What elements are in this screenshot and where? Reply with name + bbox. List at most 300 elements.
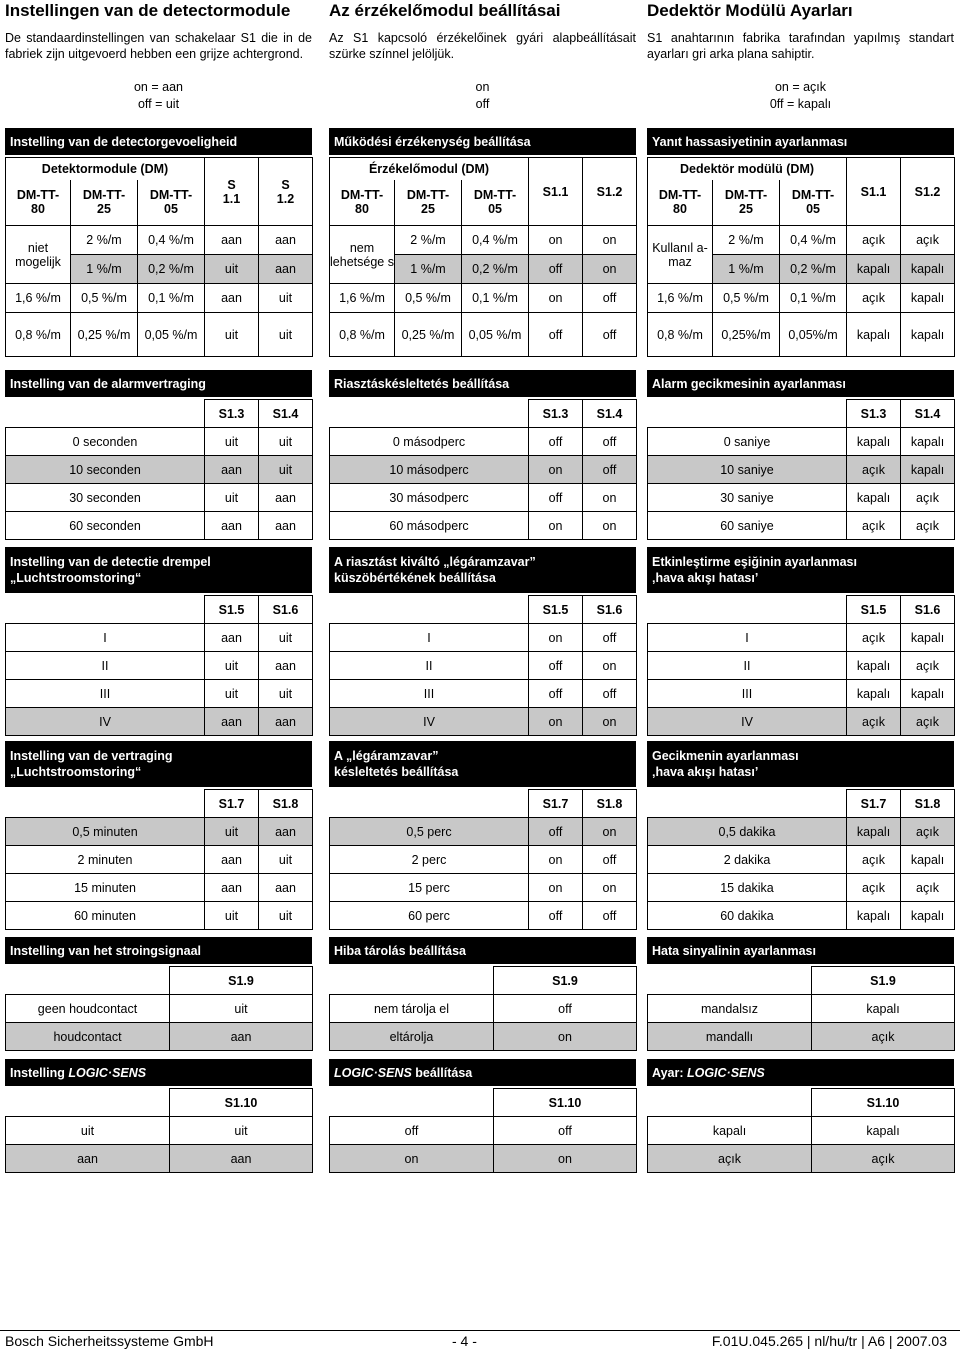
cell: açık xyxy=(718,1151,741,1166)
page-footer xyxy=(0,1330,960,1352)
switch-label: S1.9 xyxy=(228,973,254,988)
cell: 1,6 %/m xyxy=(15,291,61,305)
cell: off xyxy=(602,852,617,867)
cell: on xyxy=(548,462,563,477)
fault-delay-subtitle: „Luchtstroomstoring“ xyxy=(10,765,142,779)
cell: 0,5 perc xyxy=(406,824,452,839)
cell: IV xyxy=(423,714,435,729)
cell: mandallı xyxy=(705,1029,754,1044)
cell: 2 %/m xyxy=(410,233,446,247)
cell: off xyxy=(602,686,617,701)
cell: III xyxy=(423,686,435,701)
cell: 0,05%/m xyxy=(788,327,838,342)
cell: off xyxy=(602,462,617,477)
model-header-1: DM-TT- xyxy=(658,188,702,203)
cell: I xyxy=(745,630,749,645)
cell: kapalı xyxy=(856,434,891,449)
footer-doc-ref: F.01U.045.265 | nl/hu/tr | A6 | 2007.03 xyxy=(711,1333,947,1349)
table-row xyxy=(330,680,637,708)
cell: 60 perc xyxy=(408,908,450,923)
cell: kapalı xyxy=(910,908,945,923)
cell: aan xyxy=(275,233,296,247)
table-row xyxy=(648,456,955,484)
table-row xyxy=(330,652,637,680)
alarm-delay-table xyxy=(647,399,955,540)
sensitivity-table xyxy=(329,157,637,357)
cell: 0,8 %/m xyxy=(15,327,61,342)
cell: aan xyxy=(275,262,296,276)
cell: III xyxy=(741,686,753,701)
cell: on xyxy=(602,880,617,895)
alarm-delay-title: Alarm gecikmesinin ayarlanması xyxy=(652,376,846,391)
cell: on xyxy=(602,658,617,673)
threshold-title: A riasztást kiváltó „légáramzavar” xyxy=(334,555,536,569)
cell: aan xyxy=(230,1151,252,1166)
cell: 0,05 %/m xyxy=(144,327,198,342)
not-possible-cell: nem lehetsége s xyxy=(330,240,394,269)
cell: açık xyxy=(862,714,885,729)
threshold-subtitle: „Luchtstroomstoring“ xyxy=(10,571,142,585)
cell: açık xyxy=(862,852,885,867)
cell: 1 %/m xyxy=(728,262,764,276)
cell: off xyxy=(602,327,617,342)
table-row xyxy=(648,902,955,930)
table-row xyxy=(330,1023,637,1051)
cell: nem tárolja el xyxy=(373,1001,450,1016)
table-row xyxy=(6,818,313,846)
cell: on xyxy=(602,262,617,276)
table-row xyxy=(6,512,313,540)
cell: 30 saniye xyxy=(720,490,774,505)
switch-label: S1.7 xyxy=(218,796,245,811)
model-header-3: DM-TT- xyxy=(149,188,193,203)
cell: 0 saniye xyxy=(723,434,771,449)
intro-text: S1 anahtarının fabrika tarafından yapılmış standart ayarları gri arka plana sahiptir. xyxy=(647,31,954,61)
legend-on: on = aan xyxy=(133,80,183,94)
cell: on xyxy=(602,824,617,839)
table-row xyxy=(648,818,955,846)
fault-delay-section xyxy=(647,741,954,930)
threshold-table xyxy=(5,595,313,736)
table-row xyxy=(330,512,637,540)
switch-s1-1-sub: 1.1 xyxy=(222,191,241,206)
sensitivity-section xyxy=(329,128,636,357)
sensitivity-section xyxy=(5,128,312,357)
cell: kapalı xyxy=(910,262,945,276)
threshold-table xyxy=(647,595,955,736)
switch-s1-1-label: S1.1 xyxy=(542,184,569,199)
cell: off xyxy=(548,327,563,342)
switch-label: S1.9 xyxy=(870,973,896,988)
model-header-3-num: 05 xyxy=(164,202,178,217)
cell: houdcontact xyxy=(53,1029,122,1044)
cell: uit xyxy=(224,327,239,342)
cell: 2 minuten xyxy=(77,852,133,867)
cell: off xyxy=(548,262,563,276)
table-row xyxy=(6,484,313,512)
threshold-section xyxy=(5,547,312,736)
cell: on xyxy=(404,1151,419,1166)
model-header-3-num: 05 xyxy=(488,202,502,217)
switch-label: S1.6 xyxy=(272,602,299,617)
sensitivity-table xyxy=(5,157,313,357)
table-row xyxy=(330,874,637,902)
cell: 0,4 %/m xyxy=(472,233,518,247)
cell: kapalı xyxy=(910,630,945,645)
fault-signal-title: Instelling van het stroingsignaal xyxy=(10,943,202,958)
cell: 0,05 %/m xyxy=(468,327,522,342)
logic-sens-section xyxy=(647,1059,954,1173)
not-possible-cell: Kullanıl a-maz xyxy=(652,240,708,269)
cell: 0 másodperc xyxy=(392,434,466,449)
cell: kapalı xyxy=(856,658,891,673)
cell: 0,8 %/m xyxy=(339,327,385,342)
cell: uit xyxy=(278,908,293,923)
fault-delay-subtitle: ‚hava akışı hatası’ xyxy=(652,765,759,779)
threshold-table xyxy=(329,595,637,736)
threshold-section xyxy=(329,547,636,736)
cell: on xyxy=(602,490,617,505)
threshold-header xyxy=(647,547,954,593)
switch-s1-1-label: S1.1 xyxy=(860,184,887,199)
table-row xyxy=(330,1117,637,1145)
model-header-2-num: 25 xyxy=(739,202,753,217)
cell: on xyxy=(548,518,563,533)
table-row xyxy=(330,846,637,874)
sensitivity-header xyxy=(5,128,312,155)
legend-off: off xyxy=(475,97,490,111)
logic-sens-table xyxy=(5,1088,313,1173)
cell: 60 másodperc xyxy=(389,518,469,533)
cell: 2 %/m xyxy=(728,233,764,247)
table-row xyxy=(330,995,637,1023)
switch-label: S1.9 xyxy=(552,973,578,988)
switch-label: S1.4 xyxy=(596,406,623,421)
cell: 0,2 %/m xyxy=(148,262,194,276)
module-group-label: Érzékelőmodul (DM) xyxy=(368,161,490,176)
threshold-subtitle: küszöbértékének beállítása xyxy=(334,571,496,585)
alarm-delay-section xyxy=(647,370,954,540)
switch-s1-2-label: S1.2 xyxy=(596,184,623,199)
logic-sens-section xyxy=(5,1059,312,1173)
cell: kapalı xyxy=(910,852,945,867)
cell: off xyxy=(548,490,563,505)
model-header-1: DM-TT- xyxy=(340,188,384,203)
model-header-2: DM-TT- xyxy=(406,188,450,203)
cell: on xyxy=(548,233,563,247)
logic-sens-header xyxy=(5,1059,312,1086)
module-group-label: Detektormodule (DM) xyxy=(41,161,169,176)
model-header-3: DM-TT- xyxy=(791,188,835,203)
cell: on xyxy=(602,518,617,533)
logic-sens-title-brand: LOGIC·SENS xyxy=(68,1065,147,1080)
cell: 0,4 %/m xyxy=(148,233,194,247)
cell: 60 dakika xyxy=(720,908,774,923)
model-header-1-num: 80 xyxy=(673,202,687,217)
threshold-section xyxy=(647,547,954,736)
cell: uit xyxy=(224,824,239,839)
cell: uit xyxy=(234,1123,248,1138)
legend xyxy=(329,79,636,113)
switch-label: S1.10 xyxy=(866,1095,900,1110)
fault-delay-table xyxy=(647,789,955,930)
switch-label: S1.10 xyxy=(224,1095,258,1110)
cell: 0,8 %/m xyxy=(657,327,703,342)
cell: kapalı xyxy=(856,824,891,839)
alarm-delay-header xyxy=(5,370,312,397)
cell: açık xyxy=(871,1029,895,1044)
module-group-label: Dedektör modülü (DM) xyxy=(680,161,815,176)
table-row xyxy=(6,1023,313,1051)
cell: kapalı xyxy=(712,1123,747,1138)
table-row xyxy=(648,874,955,902)
sensitivity-title: Yanıt hassasiyetinin ayarlanması xyxy=(652,134,848,149)
fault-delay-section xyxy=(329,741,636,930)
cell: 0,25 %/m xyxy=(401,327,455,342)
legend-on: on xyxy=(475,80,490,94)
alarm-delay-header xyxy=(647,370,954,397)
table-row xyxy=(648,680,955,708)
switch-label: S1.5 xyxy=(860,602,887,617)
table-row xyxy=(6,902,313,930)
cell: off xyxy=(558,1001,572,1016)
cell: IV xyxy=(741,714,753,729)
cell: on xyxy=(548,714,563,729)
threshold-title: Instelling van de detectie drempel xyxy=(10,555,211,569)
cell: 15 perc xyxy=(408,880,450,895)
fault-delay-table xyxy=(329,789,637,930)
cell: 0,25 %/m xyxy=(77,327,131,342)
cell: on xyxy=(548,880,563,895)
cell: uit xyxy=(224,434,239,449)
cell: açık xyxy=(916,658,939,673)
fault-delay-header xyxy=(5,741,312,787)
table-row xyxy=(648,652,955,680)
cell: aan xyxy=(221,462,242,477)
cell: kapalı xyxy=(856,327,891,342)
cell: aan xyxy=(221,233,242,247)
cell: kapalı xyxy=(856,908,891,923)
sensitivity-header xyxy=(647,128,954,155)
logic-sens-header xyxy=(647,1059,954,1086)
fault-signal-title: Hiba tárolás beállítása xyxy=(334,943,467,958)
cell: 0,5 %/m xyxy=(81,291,127,305)
table-row xyxy=(648,428,955,456)
legend xyxy=(5,79,312,113)
switch-label: S1.3 xyxy=(542,406,569,421)
fault-delay-table xyxy=(5,789,313,930)
model-header-2-num: 25 xyxy=(421,202,435,217)
switch-label: S1.3 xyxy=(218,406,245,421)
alarm-delay-title: Riasztáskésleltetés beállítása xyxy=(334,376,510,391)
cell: açık xyxy=(916,233,939,247)
table-row xyxy=(330,484,637,512)
cell: uit xyxy=(234,1001,248,1016)
cell: 0,5 minuten xyxy=(72,824,138,839)
fault-signal-section xyxy=(5,937,312,1051)
cell: 0,25%/m xyxy=(721,327,771,342)
table-row xyxy=(6,624,313,652)
logic-sens-title-post: beállítása xyxy=(411,1065,473,1080)
cell: aan xyxy=(77,1151,98,1166)
cell: geen houdcontact xyxy=(37,1001,138,1016)
table-row xyxy=(6,874,313,902)
table-row xyxy=(6,1145,313,1173)
cell: aan xyxy=(275,824,296,839)
cell: uit xyxy=(224,686,239,701)
cell: uit xyxy=(278,852,293,867)
cell: off xyxy=(602,630,617,645)
cell: 1 %/m xyxy=(410,262,446,276)
cell: off xyxy=(548,686,563,701)
switch-label: S1.4 xyxy=(914,406,941,421)
cell: 60 minuten xyxy=(74,908,136,923)
cell: 10 saniye xyxy=(720,462,774,477)
cell: 10 seconden xyxy=(69,462,141,477)
table-row xyxy=(648,846,955,874)
cell: aan xyxy=(221,852,242,867)
switch-label: S1.5 xyxy=(542,602,569,617)
model-header-3-num: 05 xyxy=(806,202,820,217)
sensitivity-header xyxy=(329,128,636,155)
fault-signal-header xyxy=(647,937,954,964)
model-header-2: DM-TT- xyxy=(724,188,768,203)
switch-s1-2-sub: 1.2 xyxy=(276,191,295,206)
cell: 0,5 %/m xyxy=(723,291,769,305)
switch-label: S1.5 xyxy=(218,602,245,617)
cell: 0 seconden xyxy=(72,434,138,449)
cell: açık xyxy=(916,824,939,839)
table-row xyxy=(648,1145,955,1173)
cell: uit xyxy=(278,327,293,342)
cell: kapalı xyxy=(856,262,891,276)
table-row xyxy=(6,846,313,874)
alarm-delay-table xyxy=(329,399,637,540)
cell: aan xyxy=(275,880,296,895)
cell: off xyxy=(602,434,617,449)
cell: açık xyxy=(862,518,885,533)
cell: uit xyxy=(278,462,293,477)
cell: uit xyxy=(224,262,239,276)
footer-page-number: - 4 - xyxy=(452,1333,477,1349)
switch-label: S1.8 xyxy=(596,796,623,811)
switch-label: S1.7 xyxy=(860,796,887,811)
cell: açık xyxy=(862,233,885,247)
cell: 2 perc xyxy=(411,852,447,867)
fault-delay-section xyxy=(5,741,312,930)
model-header-1-num: 80 xyxy=(31,202,45,217)
cell: kapalı xyxy=(910,434,945,449)
table-row xyxy=(330,1145,637,1173)
not-possible-cell: niet mogelijk xyxy=(15,240,61,269)
cell: aan xyxy=(275,518,296,533)
sensitivity-section xyxy=(647,128,954,357)
legend xyxy=(647,79,954,113)
table-row xyxy=(648,1117,955,1145)
table-row xyxy=(648,708,955,736)
cell: uit xyxy=(224,490,239,505)
logic-sens-section xyxy=(329,1059,636,1173)
switch-label: S1.7 xyxy=(542,796,569,811)
cell: açık xyxy=(862,630,885,645)
cell: 60 saniye xyxy=(720,518,774,533)
footer-company: Bosch Sicherheitssysteme GmbH xyxy=(5,1333,214,1349)
cell: kapalı xyxy=(856,686,891,701)
model-header-2: DM-TT- xyxy=(82,188,126,203)
threshold-header xyxy=(329,547,636,593)
switch-label: S1.6 xyxy=(914,602,941,617)
cell: 0,5 %/m xyxy=(405,291,451,305)
cell: mandalsız xyxy=(701,1001,758,1016)
cell: on xyxy=(548,291,563,305)
cell: off xyxy=(404,1123,419,1138)
cell: off xyxy=(548,658,563,673)
model-header-3: DM-TT- xyxy=(473,188,517,203)
cell: 2 dakika xyxy=(723,852,771,867)
sensitivity-title: Működési érzékenység beállítása xyxy=(334,134,531,149)
threshold-title: Etkinleştirme eşiğinin ayarlanması xyxy=(652,555,857,569)
cell: kapalı xyxy=(910,462,945,477)
threshold-subtitle: ‚hava akışı hatası’ xyxy=(652,571,759,585)
fault-signal-table xyxy=(647,966,955,1051)
cell: IV xyxy=(99,714,111,729)
cell: off xyxy=(548,824,563,839)
cell: açık xyxy=(862,462,885,477)
cell: 0,1 %/m xyxy=(148,291,194,305)
cell: aan xyxy=(221,291,242,305)
cell: kapalı xyxy=(910,327,945,342)
alarm-delay-section xyxy=(329,370,636,540)
page-title: Dedektör Modülü Ayarları xyxy=(647,1,853,20)
legend-off: 0ff = kapalı xyxy=(769,97,832,111)
table-row xyxy=(648,512,955,540)
cell: uit xyxy=(278,291,293,305)
fault-signal-section xyxy=(329,937,636,1051)
cell: aan xyxy=(221,880,242,895)
sensitivity-title: Instelling van de detectorgevoeligheid xyxy=(10,134,238,149)
cell: on xyxy=(602,714,617,729)
threshold-header xyxy=(5,547,312,593)
legend-on: on = açık xyxy=(774,80,827,94)
fault-signal-title: Hata sinyalinin ayarlanması xyxy=(652,943,816,958)
alarm-delay-table xyxy=(5,399,313,540)
table-row xyxy=(330,456,637,484)
cell: uit xyxy=(278,434,293,449)
cell: on xyxy=(602,233,617,247)
cell: off xyxy=(548,434,563,449)
cell: 0,2 %/m xyxy=(472,262,518,276)
cell: on xyxy=(558,1029,572,1044)
logic-sens-title-brand: LOGIC·SENS xyxy=(334,1065,412,1080)
cell: kapalı xyxy=(866,1001,900,1016)
table-row xyxy=(648,484,955,512)
cell: off xyxy=(548,908,563,923)
model-header-1-num: 80 xyxy=(355,202,369,217)
cell: III xyxy=(99,686,111,701)
logic-sens-table xyxy=(329,1088,637,1173)
cell: I xyxy=(103,630,107,645)
intro-text: De standaardinstellingen van schakelaar S1 die in de fabriek zijn uitgevoerd hebben een grijze achtergrond. xyxy=(5,31,312,61)
cell: I xyxy=(427,630,431,645)
table-row xyxy=(648,1023,955,1051)
cell: açık xyxy=(916,880,939,895)
fault-delay-header xyxy=(647,741,954,787)
cell: kapalı xyxy=(910,686,945,701)
fault-signal-table xyxy=(5,966,313,1051)
cell: uit xyxy=(278,630,293,645)
cell: kapalı xyxy=(866,1123,900,1138)
cell: 0,1 %/m xyxy=(472,291,518,305)
